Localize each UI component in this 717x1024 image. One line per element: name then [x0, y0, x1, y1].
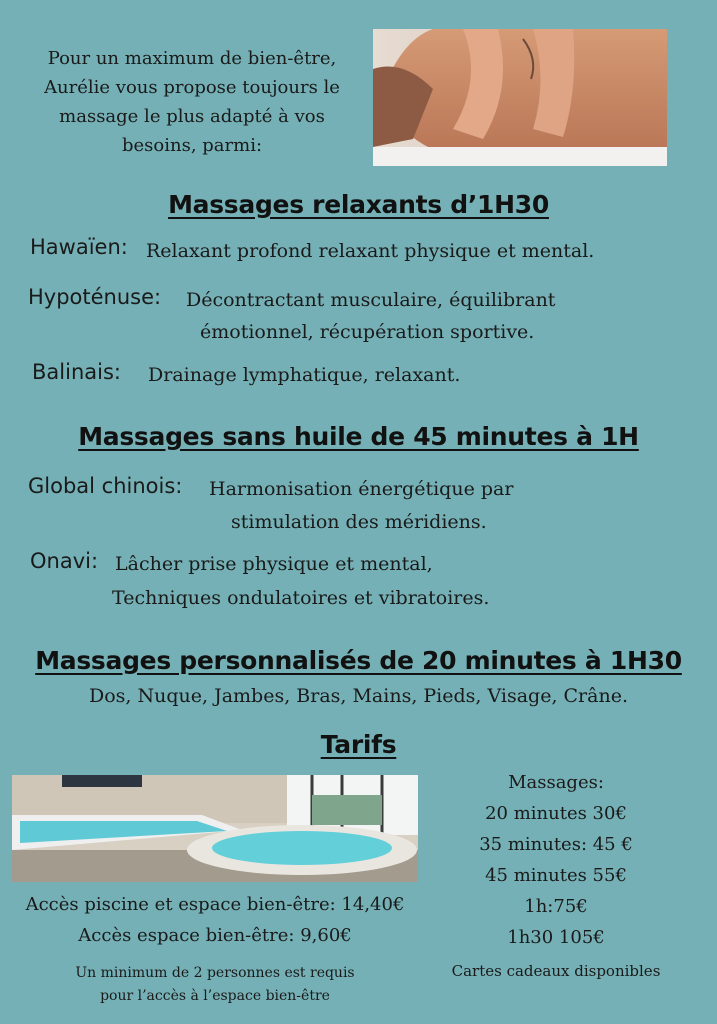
- massage-name-global-chinois: Global chinois:: [28, 474, 183, 498]
- custom-body-parts: Dos, Nuque, Jambes, Bras, Mains, Pieds, Visage, Crâne.: [88, 685, 628, 707]
- massage-photo: [373, 29, 667, 166]
- price-45-minutes: 45 minutes 55€: [485, 865, 627, 886]
- price-35-minutes: 35 minutes: 45 €: [479, 834, 633, 855]
- massage-desc-balinais: Drainage lymphatique, relaxant.: [148, 364, 461, 386]
- massage-desc-onavi-1: Lâcher prise physique et mental,: [115, 553, 433, 575]
- massage-name-hawaien: Hawaïen:: [30, 235, 128, 259]
- massage-desc-hypotenuse-2: émotionnel, récupération sportive.: [200, 321, 535, 343]
- massage-name-hypotenuse: Hypoténuse:: [28, 285, 162, 309]
- massage-desc-global-chinois-2: stimulation des méridiens.: [231, 511, 487, 533]
- price-1h30: 1h30 105€: [507, 927, 605, 948]
- massage-desc-onavi-2: Techniques ondulatoires et vibratoires.: [112, 587, 490, 609]
- spa-access-price: Accès espace bien-être: 9,60€: [78, 925, 352, 946]
- section-title-no-oil: Massages sans huile de 45 minutes à 1H: [78, 422, 639, 451]
- section-title-tarifs: Tarifs: [320, 730, 397, 759]
- gift-cards-note: Cartes cadeaux disponibles: [451, 962, 661, 980]
- price-20-minutes: 20 minutes 30€: [485, 803, 627, 824]
- pool-access-price: Accès piscine et espace bien-être: 14,40€: [25, 894, 405, 915]
- pool-photo: [12, 775, 418, 882]
- massage-name-onavi: Onavi:: [30, 549, 99, 573]
- intro-text: Pour un maximum de bien-être, Aurélie vous propose toujours le massage le plus adapté à vos besoins, parmi:: [44, 48, 340, 156]
- massage-desc-hypotenuse-1: Décontractant musculaire, équilibrant: [186, 289, 556, 311]
- price-1h: 1h:75€: [524, 896, 588, 917]
- minimum-note-2: pour l’accès à l’espace bien-être: [100, 988, 330, 1004]
- massage-name-balinais: Balinais:: [32, 360, 121, 384]
- section-title-relaxing: Massages relaxants d’1H30: [168, 190, 549, 219]
- section-title-custom: Massages personnalisés de 20 minutes à 1H30: [35, 646, 682, 675]
- massage-desc-global-chinois-1: Harmonisation énergétique par: [209, 478, 514, 500]
- massages-price-label: Massages:: [508, 772, 604, 793]
- massage-desc-hawaien: Relaxant profond relaxant physique et mental.: [146, 240, 595, 262]
- minimum-note-1: Un minimum de 2 personnes est requis: [75, 965, 355, 981]
